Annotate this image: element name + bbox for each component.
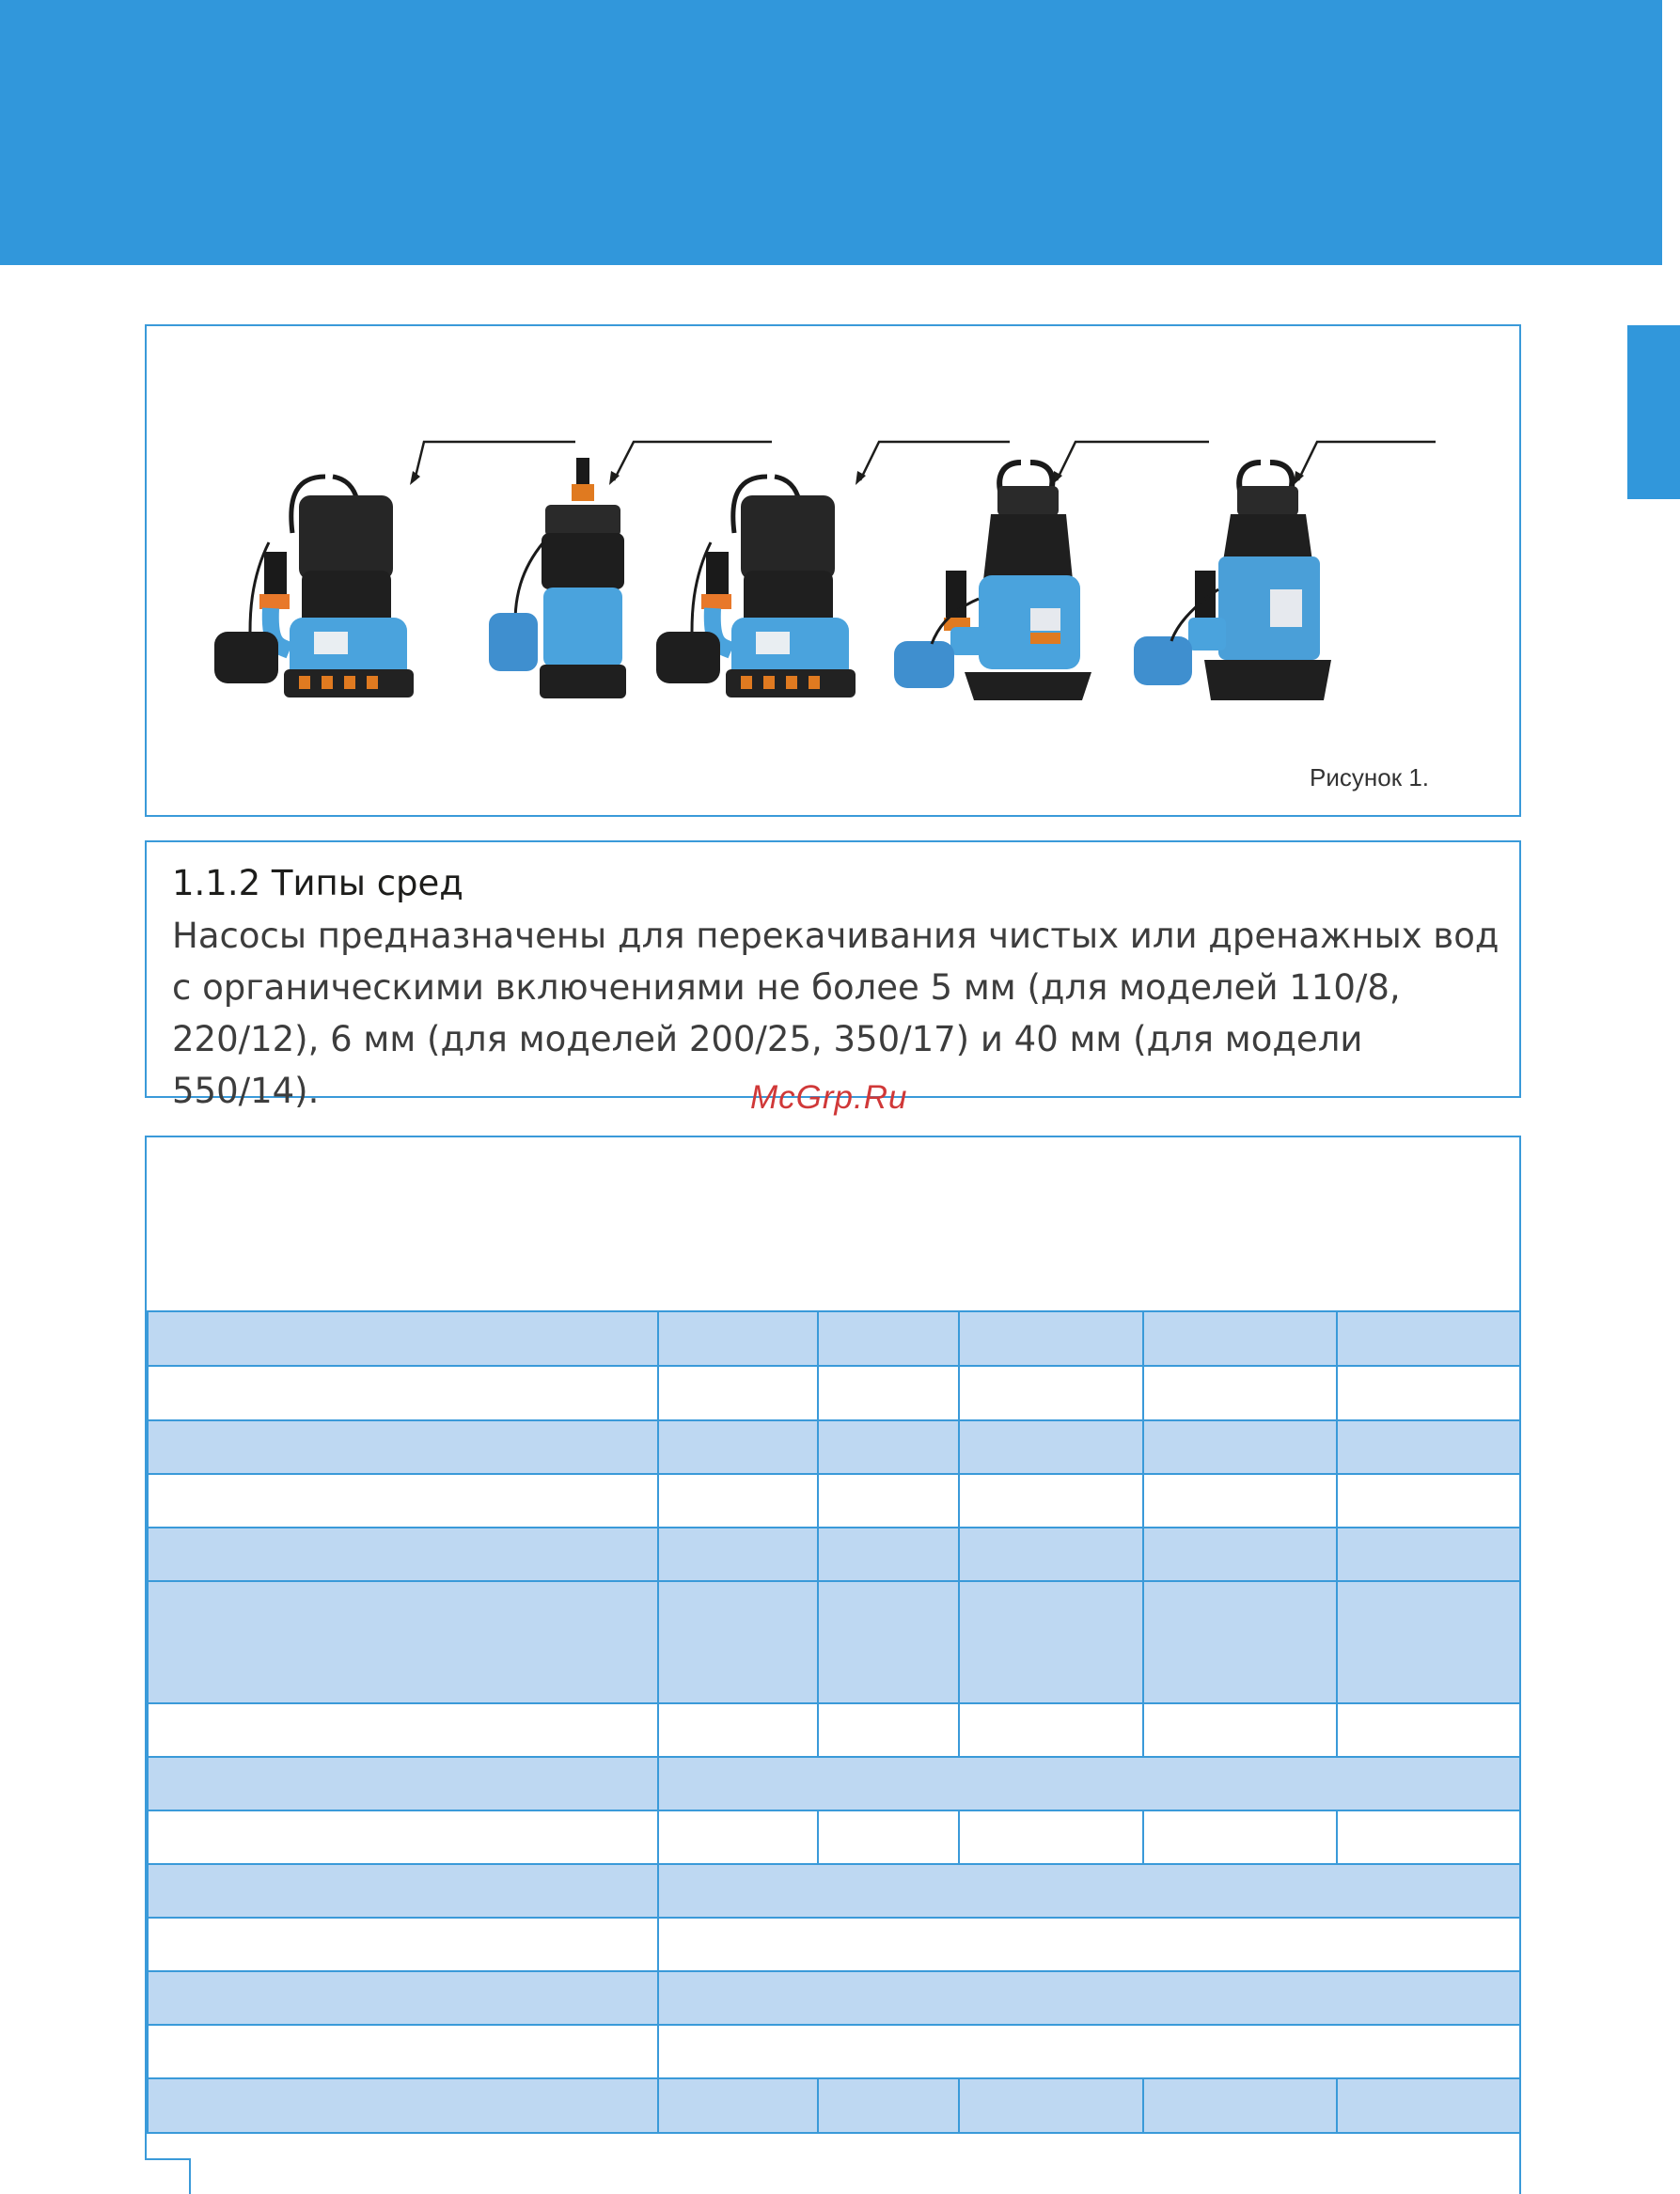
- table-corner-notch: [145, 2158, 191, 2194]
- section-title: 1.1.2 Типы сред: [172, 863, 463, 903]
- pump-image-3: [654, 458, 880, 702]
- table-row: [148, 1528, 1520, 1581]
- table-row: [148, 1810, 1520, 1864]
- watermark: McGrp.Ru: [750, 1079, 908, 1116]
- header-band: [0, 0, 1662, 265]
- table-row: [148, 2025, 1520, 2078]
- table-row: [148, 1311, 1520, 1366]
- table-row: [148, 1366, 1520, 1420]
- pump-image-4: [889, 458, 1115, 702]
- side-tab-marker: [1627, 325, 1680, 499]
- figure-caption: Рисунок 1.: [1310, 763, 1429, 791]
- table-row: [148, 1918, 1520, 1971]
- table-row: [148, 1420, 1520, 1474]
- figure-frame: [145, 324, 1521, 817]
- pump-image-2: [487, 458, 637, 702]
- table-row: [148, 1864, 1520, 1918]
- table-row: [148, 1757, 1520, 1810]
- section-body: Насосы предназначены для перекачивания чистых или дренажных вод с органическими включениями не более 5 мм (для моделей 110/8, 220/12), 6 мм (для моделей 200/25, 350/17) и 40 мм (для модели 550/14).: [172, 916, 1499, 1111]
- spec-table: [147, 1310, 1521, 2134]
- pump-image-5: [1106, 458, 1331, 702]
- pump-image-1: [212, 458, 438, 702]
- table-row: [148, 1971, 1520, 2025]
- table-row: [148, 1474, 1520, 1528]
- table-row: [148, 2078, 1520, 2133]
- table-row: [148, 1703, 1520, 1757]
- table-row: [148, 1581, 1520, 1703]
